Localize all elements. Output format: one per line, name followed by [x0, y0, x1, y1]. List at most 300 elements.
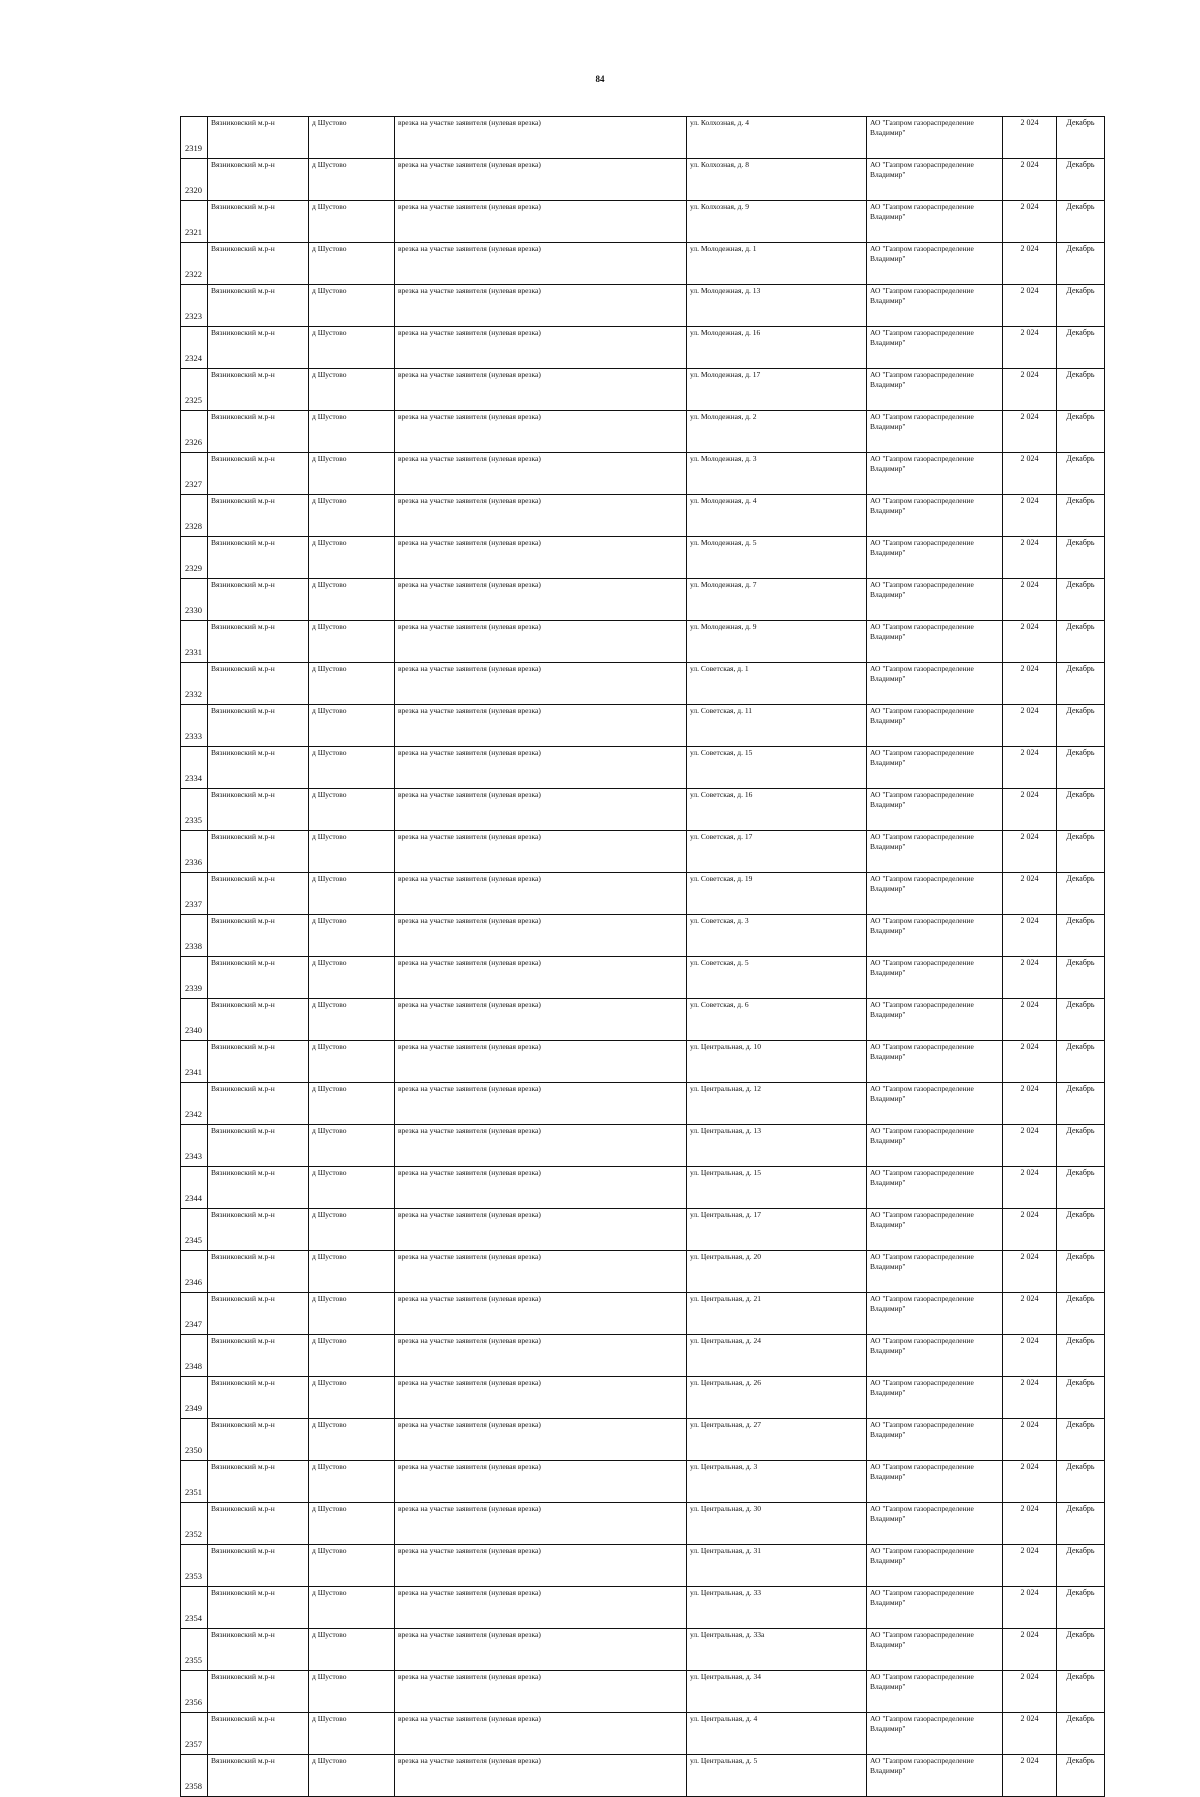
- table-row: [181, 873, 1105, 915]
- organization-cell: АО "Газпром газораспределение Владимир": [867, 117, 1003, 159]
- address-cell: ул. Центральная, д. 10: [687, 1041, 867, 1083]
- work-type-cell: врезка на участке заявителя (нулевая врезка): [395, 621, 687, 663]
- row-number: 2343: [181, 1125, 208, 1167]
- row-number: 2320: [181, 159, 208, 201]
- table-row: [181, 1587, 1105, 1629]
- year-cell: 2 024: [1003, 873, 1057, 915]
- year-cell: 2 024: [1003, 1587, 1057, 1629]
- district-cell: Вязниковский м.р-н: [208, 1587, 309, 1629]
- address-cell: ул. Центральная, д. 5: [687, 1755, 867, 1797]
- work-type-cell: врезка на участке заявителя (нулевая врезка): [395, 831, 687, 873]
- address-cell: ул. Колхозная, д. 8: [687, 159, 867, 201]
- locality-cell: д Шустово: [309, 159, 395, 201]
- row-number: 2349: [181, 1377, 208, 1419]
- year-cell: 2 024: [1003, 663, 1057, 705]
- month-cell: Декабрь: [1057, 1293, 1105, 1335]
- locality-cell: д Шустово: [309, 117, 395, 159]
- address-cell: ул. Советская, д. 17: [687, 831, 867, 873]
- register-body: [181, 117, 1105, 1797]
- table-row: [181, 453, 1105, 495]
- row-number: 2323: [181, 285, 208, 327]
- address-cell: ул. Советская, д. 3: [687, 915, 867, 957]
- month-cell: Декабрь: [1057, 1167, 1105, 1209]
- year-cell: 2 024: [1003, 453, 1057, 495]
- work-type-cell: врезка на участке заявителя (нулевая врезка): [395, 1629, 687, 1671]
- row-number: 2353: [181, 1545, 208, 1587]
- locality-cell: д Шустово: [309, 1251, 395, 1293]
- row-number: 2351: [181, 1461, 208, 1503]
- month-cell: Декабрь: [1057, 411, 1105, 453]
- year-cell: 2 024: [1003, 1377, 1057, 1419]
- row-number: 2354: [181, 1587, 208, 1629]
- district-cell: Вязниковский м.р-н: [208, 1545, 309, 1587]
- year-cell: 2 024: [1003, 327, 1057, 369]
- address-cell: ул. Центральная, д. 30: [687, 1503, 867, 1545]
- locality-cell: д Шустово: [309, 1545, 395, 1587]
- work-type-cell: врезка на участке заявителя (нулевая врезка): [395, 327, 687, 369]
- year-cell: 2 024: [1003, 1251, 1057, 1293]
- organization-cell: АО "Газпром газораспределение Владимир": [867, 327, 1003, 369]
- work-type-cell: врезка на участке заявителя (нулевая врезка): [395, 117, 687, 159]
- row-number: 2319: [181, 117, 208, 159]
- work-type-cell: врезка на участке заявителя (нулевая врезка): [395, 243, 687, 285]
- address-cell: ул. Колхозная, д. 9: [687, 201, 867, 243]
- table-row: [181, 1335, 1105, 1377]
- year-cell: 2 024: [1003, 1293, 1057, 1335]
- address-cell: ул. Молодежная, д. 2: [687, 411, 867, 453]
- locality-cell: д Шустово: [309, 201, 395, 243]
- month-cell: Декабрь: [1057, 789, 1105, 831]
- table-row: [181, 159, 1105, 201]
- work-type-cell: врезка на участке заявителя (нулевая врезка): [395, 1251, 687, 1293]
- district-cell: Вязниковский м.р-н: [208, 915, 309, 957]
- year-cell: 2 024: [1003, 579, 1057, 621]
- district-cell: Вязниковский м.р-н: [208, 1503, 309, 1545]
- organization-cell: АО "Газпром газораспределение Владимир": [867, 957, 1003, 999]
- organization-cell: АО "Газпром газораспределение Владимир": [867, 1671, 1003, 1713]
- locality-cell: д Шустово: [309, 495, 395, 537]
- row-number: 2332: [181, 663, 208, 705]
- work-type-cell: врезка на участке заявителя (нулевая врезка): [395, 1545, 687, 1587]
- address-cell: ул. Центральная, д. 4: [687, 1713, 867, 1755]
- district-cell: Вязниковский м.р-н: [208, 453, 309, 495]
- locality-cell: д Шустово: [309, 663, 395, 705]
- work-type-cell: врезка на участке заявителя (нулевая врезка): [395, 1293, 687, 1335]
- month-cell: Декабрь: [1057, 1419, 1105, 1461]
- district-cell: Вязниковский м.р-н: [208, 1041, 309, 1083]
- work-type-cell: врезка на участке заявителя (нулевая врезка): [395, 1125, 687, 1167]
- address-cell: ул. Центральная, д. 34: [687, 1671, 867, 1713]
- table-row: [181, 369, 1105, 411]
- address-cell: ул. Центральная, д. 13: [687, 1125, 867, 1167]
- organization-cell: АО "Газпром газораспределение Владимир": [867, 579, 1003, 621]
- year-cell: 2 024: [1003, 285, 1057, 327]
- row-number: 2336: [181, 831, 208, 873]
- row-number: 2329: [181, 537, 208, 579]
- locality-cell: д Шустово: [309, 915, 395, 957]
- month-cell: Декабрь: [1057, 285, 1105, 327]
- address-cell: ул. Центральная, д. 33а: [687, 1629, 867, 1671]
- organization-cell: АО "Газпром газораспределение Владимир": [867, 1419, 1003, 1461]
- district-cell: Вязниковский м.р-н: [208, 747, 309, 789]
- month-cell: Декабрь: [1057, 1251, 1105, 1293]
- page-number: 84: [595, 74, 605, 84]
- locality-cell: д Шустово: [309, 873, 395, 915]
- year-cell: 2 024: [1003, 621, 1057, 663]
- table-row: [181, 1083, 1105, 1125]
- work-type-cell: врезка на участке заявителя (нулевая врезка): [395, 1335, 687, 1377]
- organization-cell: АО "Газпром газораспределение Владимир": [867, 1629, 1003, 1671]
- month-cell: Декабрь: [1057, 915, 1105, 957]
- table-row: [181, 1461, 1105, 1503]
- table-row: [181, 831, 1105, 873]
- row-number: 2331: [181, 621, 208, 663]
- work-type-cell: врезка на участке заявителя (нулевая врезка): [395, 579, 687, 621]
- work-type-cell: врезка на участке заявителя (нулевая врезка): [395, 1377, 687, 1419]
- work-type-cell: врезка на участке заявителя (нулевая врезка): [395, 1671, 687, 1713]
- row-number: 2344: [181, 1167, 208, 1209]
- month-cell: Декабрь: [1057, 1041, 1105, 1083]
- month-cell: Декабрь: [1057, 495, 1105, 537]
- locality-cell: д Шустово: [309, 1671, 395, 1713]
- organization-cell: АО "Газпром газораспределение Владимир": [867, 1377, 1003, 1419]
- locality-cell: д Шустово: [309, 747, 395, 789]
- table-row: [181, 1545, 1105, 1587]
- district-cell: Вязниковский м.р-н: [208, 327, 309, 369]
- organization-cell: АО "Газпром газораспределение Владимир": [867, 1125, 1003, 1167]
- year-cell: 2 024: [1003, 1461, 1057, 1503]
- district-cell: Вязниковский м.р-н: [208, 1671, 309, 1713]
- locality-cell: д Шустово: [309, 1755, 395, 1797]
- organization-cell: АО "Газпром газораспределение Владимир": [867, 747, 1003, 789]
- district-cell: Вязниковский м.р-н: [208, 1209, 309, 1251]
- organization-cell: АО "Газпром газораспределение Владимир": [867, 285, 1003, 327]
- month-cell: Декабрь: [1057, 1335, 1105, 1377]
- organization-cell: АО "Газпром газораспределение Владимир": [867, 1461, 1003, 1503]
- year-cell: 2 024: [1003, 1419, 1057, 1461]
- month-cell: Декабрь: [1057, 159, 1105, 201]
- district-cell: Вязниковский м.р-н: [208, 537, 309, 579]
- work-type-cell: врезка на участке заявителя (нулевая врезка): [395, 1083, 687, 1125]
- row-number: 2335: [181, 789, 208, 831]
- locality-cell: д Шустово: [309, 1125, 395, 1167]
- work-type-cell: врезка на участке заявителя (нулевая врезка): [395, 159, 687, 201]
- organization-cell: АО "Газпром газораспределение Владимир": [867, 1587, 1003, 1629]
- organization-cell: АО "Газпром газораспределение Владимир": [867, 1209, 1003, 1251]
- work-type-cell: врезка на участке заявителя (нулевая врезка): [395, 411, 687, 453]
- year-cell: 2 024: [1003, 957, 1057, 999]
- row-number: 2321: [181, 201, 208, 243]
- work-type-cell: врезка на участке заявителя (нулевая врезка): [395, 705, 687, 747]
- locality-cell: д Шустово: [309, 537, 395, 579]
- year-cell: 2 024: [1003, 1125, 1057, 1167]
- address-cell: ул. Молодежная, д. 17: [687, 369, 867, 411]
- district-cell: Вязниковский м.р-н: [208, 957, 309, 999]
- table-row: [181, 1167, 1105, 1209]
- row-number: 2358: [181, 1755, 208, 1797]
- address-cell: ул. Центральная, д. 26: [687, 1377, 867, 1419]
- locality-cell: д Шустово: [309, 1713, 395, 1755]
- organization-cell: АО "Газпром газораспределение Владимир": [867, 159, 1003, 201]
- month-cell: Декабрь: [1057, 747, 1105, 789]
- row-number: 2355: [181, 1629, 208, 1671]
- table-row: [181, 789, 1105, 831]
- address-cell: ул. Молодежная, д. 4: [687, 495, 867, 537]
- work-type-cell: врезка на участке заявителя (нулевая врезка): [395, 1041, 687, 1083]
- year-cell: 2 024: [1003, 117, 1057, 159]
- locality-cell: д Шустово: [309, 957, 395, 999]
- month-cell: Декабрь: [1057, 705, 1105, 747]
- year-cell: 2 024: [1003, 1083, 1057, 1125]
- year-cell: 2 024: [1003, 1629, 1057, 1671]
- work-type-cell: врезка на участке заявителя (нулевая врезка): [395, 1755, 687, 1797]
- work-type-cell: врезка на участке заявителя (нулевая врезка): [395, 1209, 687, 1251]
- work-type-cell: врезка на участке заявителя (нулевая врезка): [395, 1461, 687, 1503]
- organization-cell: АО "Газпром газораспределение Владимир": [867, 1167, 1003, 1209]
- row-number: 2338: [181, 915, 208, 957]
- address-cell: ул. Молодежная, д. 13: [687, 285, 867, 327]
- locality-cell: д Шустово: [309, 1083, 395, 1125]
- work-type-cell: врезка на участке заявителя (нулевая врезка): [395, 1503, 687, 1545]
- year-cell: 2 024: [1003, 243, 1057, 285]
- district-cell: Вязниковский м.р-н: [208, 411, 309, 453]
- month-cell: Декабрь: [1057, 957, 1105, 999]
- table-row: [181, 1755, 1105, 1797]
- month-cell: Декабрь: [1057, 1545, 1105, 1587]
- table-row: [181, 1293, 1105, 1335]
- year-cell: 2 024: [1003, 1209, 1057, 1251]
- year-cell: 2 024: [1003, 831, 1057, 873]
- work-type-cell: врезка на участке заявителя (нулевая врезка): [395, 789, 687, 831]
- organization-cell: АО "Газпром газораспределение Владимир": [867, 201, 1003, 243]
- locality-cell: д Шустово: [309, 789, 395, 831]
- locality-cell: д Шустово: [309, 243, 395, 285]
- month-cell: Декабрь: [1057, 831, 1105, 873]
- row-number: 2337: [181, 873, 208, 915]
- locality-cell: д Шустово: [309, 411, 395, 453]
- work-type-cell: врезка на участке заявителя (нулевая врезка): [395, 201, 687, 243]
- locality-cell: д Шустово: [309, 705, 395, 747]
- work-type-cell: врезка на участке заявителя (нулевая врезка): [395, 915, 687, 957]
- locality-cell: д Шустово: [309, 1293, 395, 1335]
- year-cell: 2 024: [1003, 1713, 1057, 1755]
- organization-cell: АО "Газпром газораспределение Владимир": [867, 831, 1003, 873]
- table-row: [181, 915, 1105, 957]
- month-cell: Декабрь: [1057, 1461, 1105, 1503]
- address-cell: ул. Центральная, д. 17: [687, 1209, 867, 1251]
- district-cell: Вязниковский м.р-н: [208, 621, 309, 663]
- row-number: 2334: [181, 747, 208, 789]
- locality-cell: д Шустово: [309, 1335, 395, 1377]
- month-cell: Декабрь: [1057, 117, 1105, 159]
- work-type-cell: врезка на участке заявителя (нулевая врезка): [395, 537, 687, 579]
- organization-cell: АО "Газпром газораспределение Владимир": [867, 705, 1003, 747]
- organization-cell: АО "Газпром газораспределение Владимир": [867, 1293, 1003, 1335]
- address-cell: ул. Молодежная, д. 16: [687, 327, 867, 369]
- month-cell: Декабрь: [1057, 201, 1105, 243]
- address-cell: ул. Центральная, д. 12: [687, 1083, 867, 1125]
- district-cell: Вязниковский м.р-н: [208, 285, 309, 327]
- work-type-cell: врезка на участке заявителя (нулевая врезка): [395, 369, 687, 411]
- address-cell: ул. Молодежная, д. 3: [687, 453, 867, 495]
- organization-cell: АО "Газпром газораспределение Владимир": [867, 411, 1003, 453]
- district-cell: Вязниковский м.р-н: [208, 1293, 309, 1335]
- year-cell: 2 024: [1003, 411, 1057, 453]
- table-row: [181, 999, 1105, 1041]
- address-cell: ул. Советская, д. 15: [687, 747, 867, 789]
- work-type-cell: врезка на участке заявителя (нулевая врезка): [395, 1587, 687, 1629]
- table-row: [181, 1251, 1105, 1293]
- work-type-cell: врезка на участке заявителя (нулевая врезка): [395, 285, 687, 327]
- locality-cell: д Шустово: [309, 1629, 395, 1671]
- year-cell: 2 024: [1003, 537, 1057, 579]
- table-row: [181, 495, 1105, 537]
- year-cell: 2 024: [1003, 999, 1057, 1041]
- district-cell: Вязниковский м.р-н: [208, 873, 309, 915]
- row-number: 2357: [181, 1713, 208, 1755]
- address-cell: ул. Советская, д. 16: [687, 789, 867, 831]
- month-cell: Декабрь: [1057, 1083, 1105, 1125]
- district-cell: Вязниковский м.р-н: [208, 831, 309, 873]
- locality-cell: д Шустово: [309, 1041, 395, 1083]
- row-number: 2350: [181, 1419, 208, 1461]
- row-number: 2352: [181, 1503, 208, 1545]
- address-cell: ул. Центральная, д. 31: [687, 1545, 867, 1587]
- locality-cell: д Шустово: [309, 327, 395, 369]
- locality-cell: д Шустово: [309, 369, 395, 411]
- work-type-cell: врезка на участке заявителя (нулевая врезка): [395, 495, 687, 537]
- row-number: 2342: [181, 1083, 208, 1125]
- locality-cell: д Шустово: [309, 831, 395, 873]
- organization-cell: АО "Газпром газораспределение Владимир": [867, 1503, 1003, 1545]
- organization-cell: АО "Газпром газораспределение Владимир": [867, 1713, 1003, 1755]
- address-cell: ул. Молодежная, д. 7: [687, 579, 867, 621]
- district-cell: Вязниковский м.р-н: [208, 1713, 309, 1755]
- table-row: [181, 117, 1105, 159]
- month-cell: Декабрь: [1057, 243, 1105, 285]
- row-number: 2345: [181, 1209, 208, 1251]
- month-cell: Декабрь: [1057, 999, 1105, 1041]
- locality-cell: д Шустово: [309, 1461, 395, 1503]
- month-cell: Декабрь: [1057, 369, 1105, 411]
- address-cell: ул. Центральная, д. 24: [687, 1335, 867, 1377]
- address-cell: ул. Центральная, д. 33: [687, 1587, 867, 1629]
- month-cell: Декабрь: [1057, 873, 1105, 915]
- year-cell: 2 024: [1003, 1671, 1057, 1713]
- year-cell: 2 024: [1003, 369, 1057, 411]
- district-cell: Вязниковский м.р-н: [208, 1335, 309, 1377]
- district-cell: Вязниковский м.р-н: [208, 1419, 309, 1461]
- address-cell: ул. Молодежная, д. 9: [687, 621, 867, 663]
- locality-cell: д Шустово: [309, 1377, 395, 1419]
- row-number: 2356: [181, 1671, 208, 1713]
- table-row: [181, 621, 1105, 663]
- row-number: 2346: [181, 1251, 208, 1293]
- year-cell: 2 024: [1003, 495, 1057, 537]
- month-cell: Декабрь: [1057, 1503, 1105, 1545]
- locality-cell: д Шустово: [309, 453, 395, 495]
- organization-cell: АО "Газпром газораспределение Владимир": [867, 453, 1003, 495]
- work-type-cell: врезка на участке заявителя (нулевая врезка): [395, 663, 687, 705]
- row-number: 2325: [181, 369, 208, 411]
- table-row: [181, 411, 1105, 453]
- address-cell: ул. Центральная, д. 3: [687, 1461, 867, 1503]
- table-row: [181, 1041, 1105, 1083]
- district-cell: Вязниковский м.р-н: [208, 579, 309, 621]
- locality-cell: д Шустово: [309, 579, 395, 621]
- district-cell: Вязниковский м.р-н: [208, 705, 309, 747]
- organization-cell: АО "Газпром газораспределение Владимир": [867, 1335, 1003, 1377]
- year-cell: 2 024: [1003, 1041, 1057, 1083]
- district-cell: Вязниковский м.р-н: [208, 495, 309, 537]
- address-cell: ул. Советская, д. 19: [687, 873, 867, 915]
- locality-cell: д Шустово: [309, 285, 395, 327]
- year-cell: 2 024: [1003, 1545, 1057, 1587]
- month-cell: Декабрь: [1057, 1125, 1105, 1167]
- organization-cell: АО "Газпром газораспределение Владимир": [867, 663, 1003, 705]
- row-number: 2327: [181, 453, 208, 495]
- locality-cell: д Шустово: [309, 1587, 395, 1629]
- year-cell: 2 024: [1003, 1755, 1057, 1797]
- row-number: 2324: [181, 327, 208, 369]
- register-table: [180, 116, 1105, 1797]
- locality-cell: д Шустово: [309, 621, 395, 663]
- row-number: 2322: [181, 243, 208, 285]
- year-cell: 2 024: [1003, 747, 1057, 789]
- address-cell: ул. Центральная, д. 15: [687, 1167, 867, 1209]
- locality-cell: д Шустово: [309, 999, 395, 1041]
- address-cell: ул. Молодежная, д. 5: [687, 537, 867, 579]
- district-cell: Вязниковский м.р-н: [208, 1167, 309, 1209]
- year-cell: 2 024: [1003, 1167, 1057, 1209]
- table-row: [181, 1671, 1105, 1713]
- district-cell: Вязниковский м.р-н: [208, 369, 309, 411]
- district-cell: Вязниковский м.р-н: [208, 1755, 309, 1797]
- work-type-cell: врезка на участке заявителя (нулевая врезка): [395, 453, 687, 495]
- year-cell: 2 024: [1003, 159, 1057, 201]
- table-row: [181, 327, 1105, 369]
- year-cell: 2 024: [1003, 915, 1057, 957]
- month-cell: Декабрь: [1057, 1629, 1105, 1671]
- table-row: [181, 1713, 1105, 1755]
- address-cell: ул. Колхозная, д. 4: [687, 117, 867, 159]
- year-cell: 2 024: [1003, 201, 1057, 243]
- district-cell: Вязниковский м.р-н: [208, 999, 309, 1041]
- organization-cell: АО "Газпром газораспределение Владимир": [867, 369, 1003, 411]
- month-cell: Декабрь: [1057, 1755, 1105, 1797]
- table-row: [181, 1377, 1105, 1419]
- district-cell: Вязниковский м.р-н: [208, 1629, 309, 1671]
- month-cell: Декабрь: [1057, 663, 1105, 705]
- work-type-cell: врезка на участке заявителя (нулевая врезка): [395, 1713, 687, 1755]
- district-cell: Вязниковский м.р-н: [208, 117, 309, 159]
- month-cell: Декабрь: [1057, 579, 1105, 621]
- organization-cell: АО "Газпром газораспределение Владимир": [867, 1755, 1003, 1797]
- district-cell: Вязниковский м.р-н: [208, 1125, 309, 1167]
- district-cell: Вязниковский м.р-н: [208, 1461, 309, 1503]
- address-cell: ул. Центральная, д. 20: [687, 1251, 867, 1293]
- organization-cell: АО "Газпром газораспределение Владимир": [867, 873, 1003, 915]
- district-cell: Вязниковский м.р-н: [208, 243, 309, 285]
- work-type-cell: врезка на участке заявителя (нулевая врезка): [395, 873, 687, 915]
- table-row: [181, 747, 1105, 789]
- work-type-cell: врезка на участке заявителя (нулевая врезка): [395, 747, 687, 789]
- address-cell: ул. Советская, д. 5: [687, 957, 867, 999]
- district-cell: Вязниковский м.р-н: [208, 159, 309, 201]
- year-cell: 2 024: [1003, 1335, 1057, 1377]
- table-row: [181, 1503, 1105, 1545]
- district-cell: Вязниковский м.р-н: [208, 1377, 309, 1419]
